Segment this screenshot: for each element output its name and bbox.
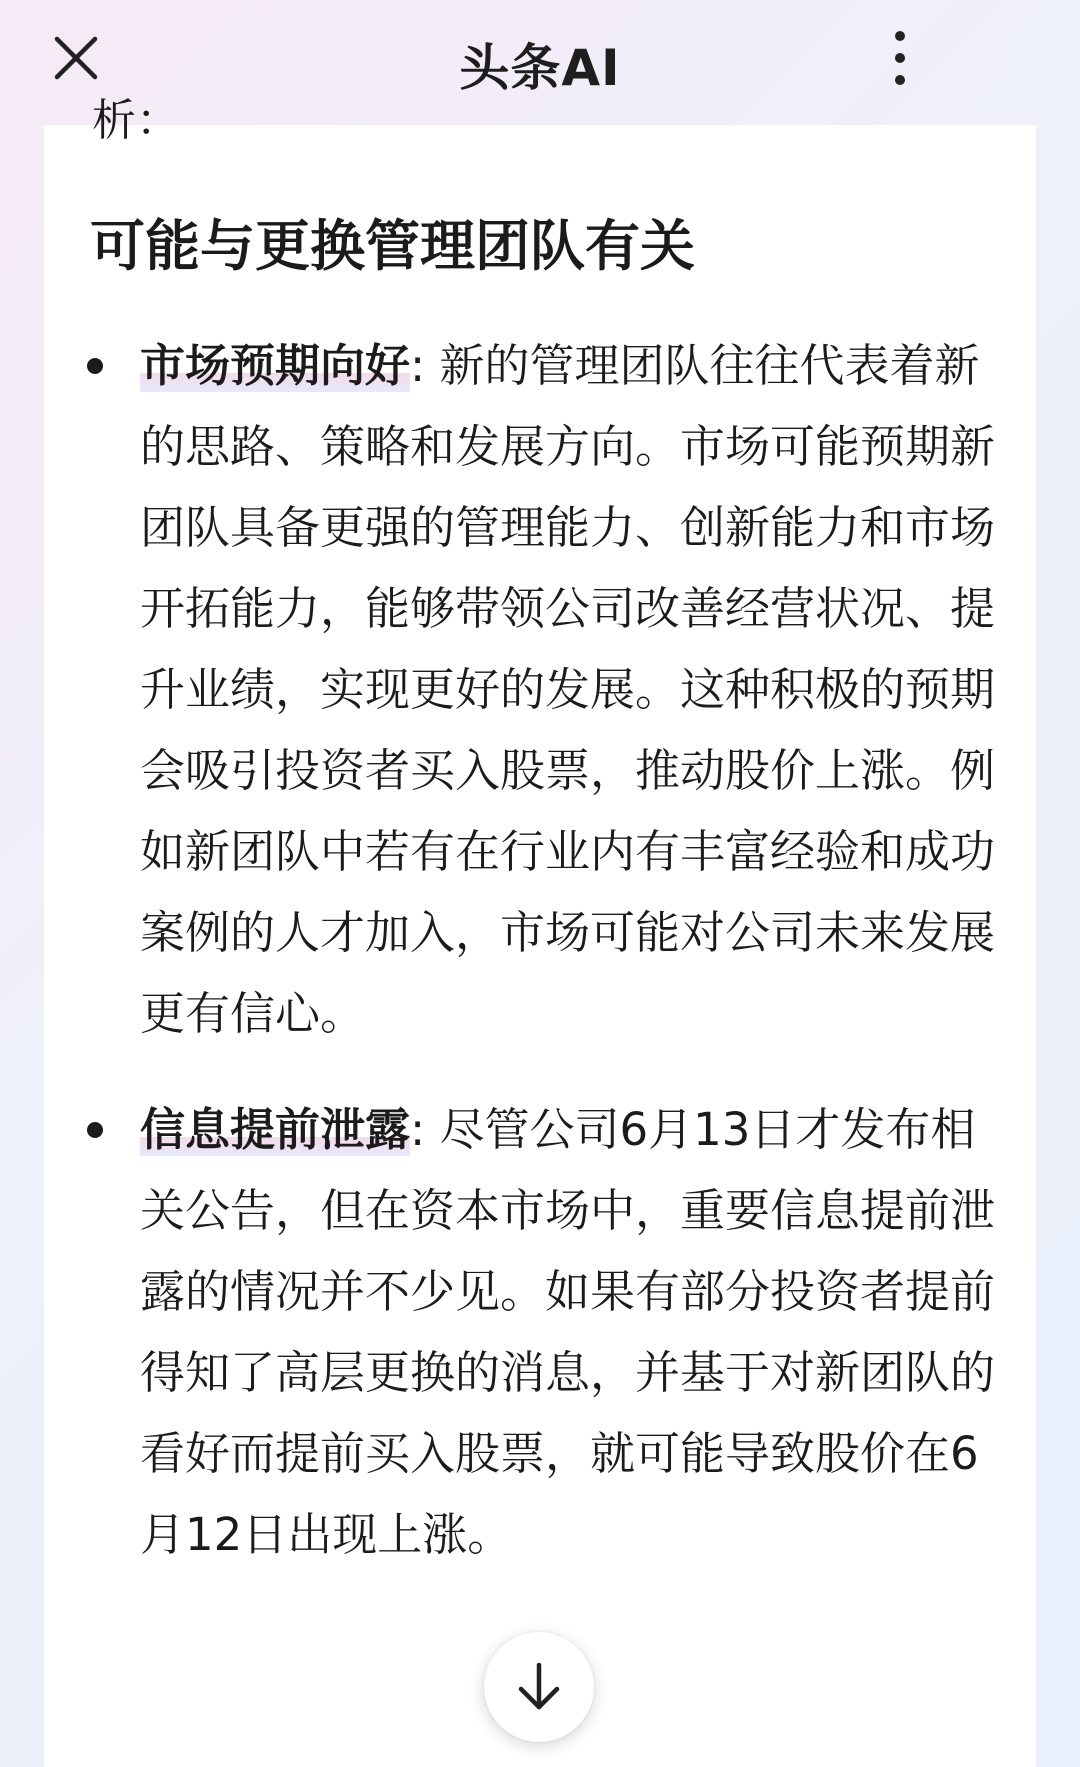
highlighted-term[interactable]: 信息提前泄露 bbox=[140, 1103, 411, 1156]
list-item bbox=[44, 325, 1036, 1054]
more-vertical-icon bbox=[894, 30, 906, 86]
scroll-down-button[interactable] bbox=[484, 1632, 594, 1742]
term-separator: : bbox=[410, 339, 440, 392]
item-body: 新的管理团队往往代表着新的思路、策略和发展方向。市场可能预期新团队具备更强的管理能力、创新能力和市场开拓能力，能够带领公司改善经营状况、提升业绩，实现更好的发展。这种积极的预期会吸引投资者买入股票，推动股价上涨。例如新团队中若有在行业内有丰富经验和成功案例的人才加入，市场可能对公司未来发展更有信心。 bbox=[140, 339, 996, 1040]
page-title: 头条AI bbox=[459, 39, 621, 97]
arrow-down-icon bbox=[515, 1661, 563, 1713]
highlighted-term[interactable]: 市场预期向好 bbox=[140, 339, 411, 392]
item-body: 尽管公司6月13日才发布相关公告，但在资本市场中，重要信息提前泄露的情况并不少见。如果有部分投资者提前得知了高层更换的消息，并基于对新团队的看好而提前买入股票，就可能导致股价在6月12日出现上涨。 bbox=[140, 1103, 996, 1561]
bullet-dot bbox=[87, 1122, 103, 1138]
list-item bbox=[44, 1089, 1036, 1575]
answer-card bbox=[44, 95, 1036, 1767]
more-options-button[interactable] bbox=[870, 22, 930, 94]
bullet-dot bbox=[87, 358, 103, 374]
term-separator: : bbox=[410, 1103, 440, 1156]
cut-off-text: 析： bbox=[92, 95, 180, 146]
section-heading: 可能与更换管理团队有关 bbox=[90, 214, 696, 278]
bullet-list bbox=[44, 325, 1036, 1610]
